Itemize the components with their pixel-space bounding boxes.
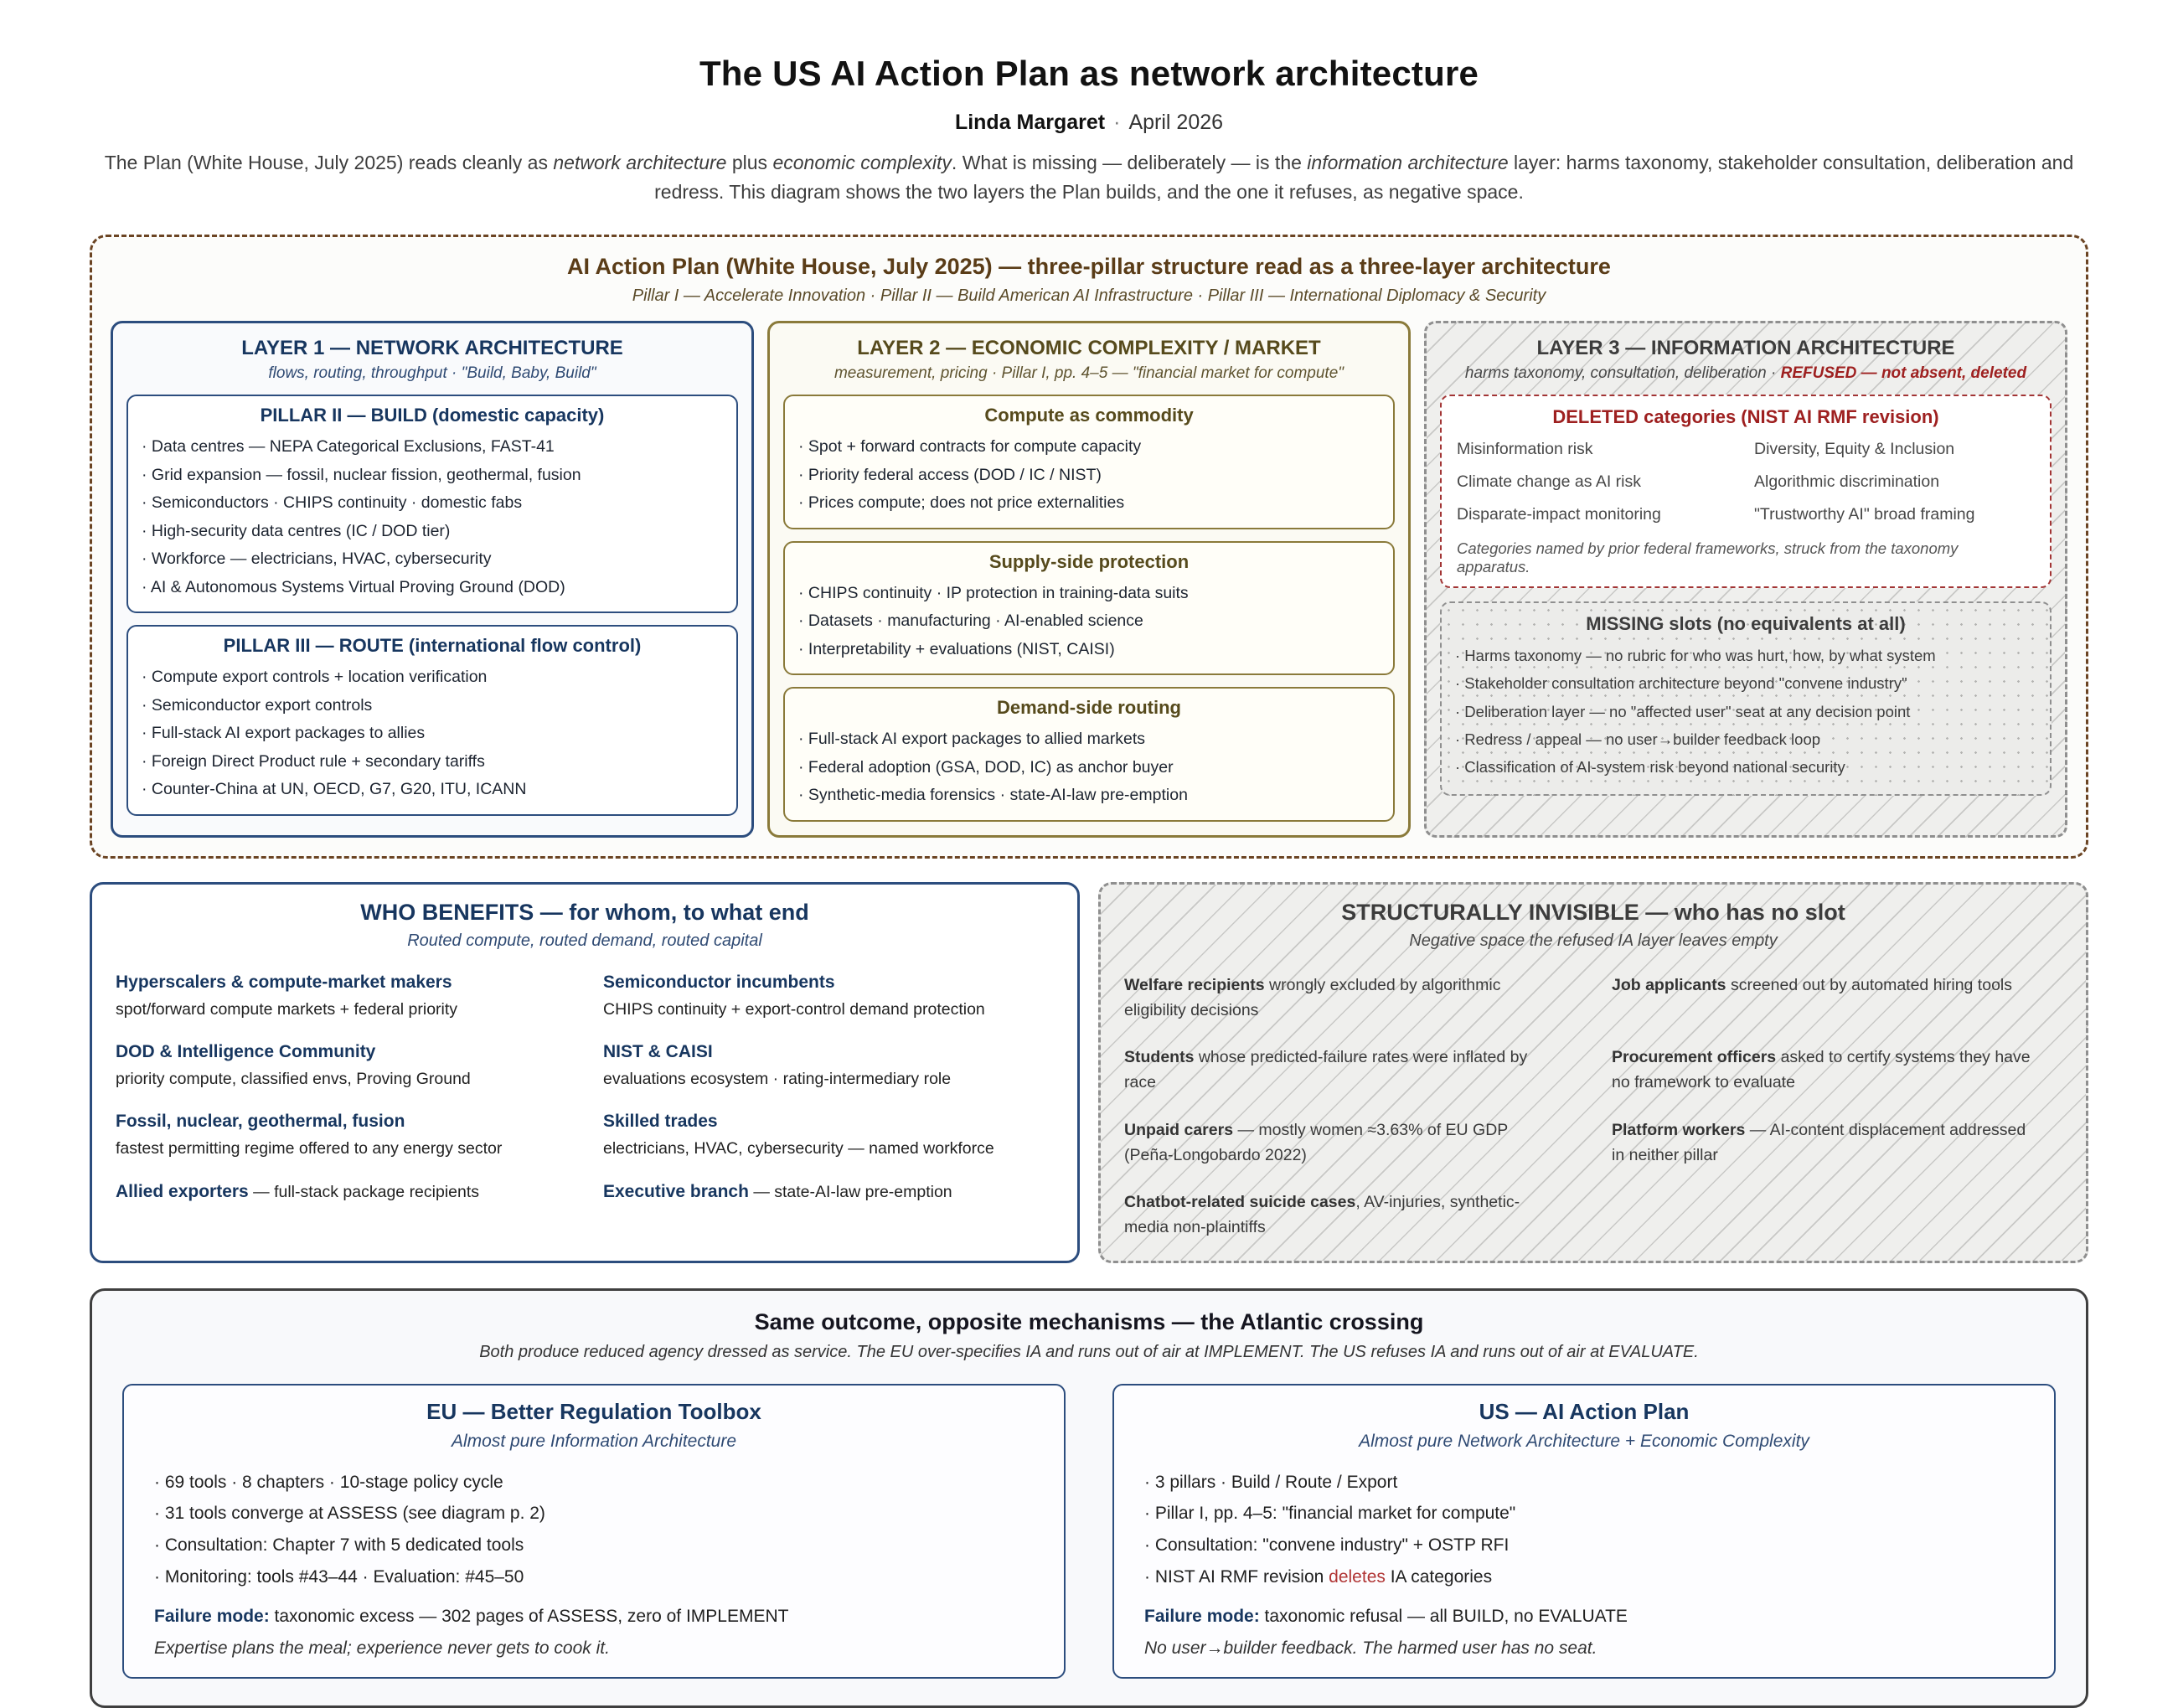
benefit-entry: DOD & Intelligence Community priority compute, classified envs, Proving Ground	[116, 1042, 471, 1089]
pillar2-build-box	[126, 395, 738, 613]
list-item: · Datasets · manufacturing · AI-enabled science	[798, 611, 1143, 631]
ai-action-plan-panel	[90, 235, 2088, 859]
intro-paragraph: The Plan (White House, July 2025) reads cleanly as network architecture plus economic complexity. What is missing — deliberately — is the information architecture layer: harms taxonomy, stakeholder consultation, deliberation and redress. This diagram shows the two layers the Plan builds, and the one it refuses, as negative space.	[104, 152, 2074, 203]
layer2-title: LAYER 2 — ECONOMIC COMPLEXITY / MARKET	[857, 337, 1321, 359]
benefit-entry: Allied exporters — full-stack package recipients	[116, 1181, 480, 1201]
invisible-entry: Students whose predicted-failure rates were inflated by race	[1124, 1048, 1528, 1092]
list-item: · Data centres — NEPA Categorical Exclusions, FAST-41	[142, 437, 555, 456]
layers-row	[111, 321, 2067, 838]
list-item: · Harms taxonomy — no rubric for who was hurt, how, by what system	[1455, 647, 1936, 664]
layer3-title: LAYER 3 — INFORMATION ARCHITECTURE	[1536, 337, 1955, 359]
list-item: · Semiconductors · CHIPS continuity · domestic fabs	[142, 493, 523, 513]
structurally-invisible-entries	[1124, 973, 2062, 1241]
list-item: · Spot + forward contracts for compute capacity	[798, 437, 1142, 456]
list-item: · Foreign Direct Product rule + secondary tariffs	[142, 751, 485, 771]
compute-as-commodity-box	[783, 395, 1395, 529]
list-item: · Semiconductor export controls	[142, 695, 373, 715]
structurally-invisible-subtitle: Negative space the refused IA layer leaves empty	[1409, 931, 1778, 950]
list-item: · Full-stack AI export packages to allies	[142, 724, 426, 743]
atlantic-crossing-panel	[90, 1288, 2088, 1708]
us-box-title: US — AI Action Plan	[1479, 1398, 1690, 1424]
atlantic-boxes-row	[122, 1384, 2056, 1679]
list-item: · Full-stack AI export packages to allied markets	[798, 730, 1146, 749]
list-item: · 3 pillars · Build / Route / Export	[1144, 1472, 1398, 1492]
list-item: · Classification of AI-system risk beyond national security	[1455, 758, 1845, 777]
byline-separator: ·	[1113, 111, 1121, 134]
us-box-items	[1144, 1467, 2024, 1593]
missing-slots-box	[1440, 601, 2052, 796]
invisible-entry: Platform workers — AI-content displacement addressed in neither pillar	[1612, 1120, 2026, 1164]
plan-panel-title: AI Action Plan (White House, July 2025) — three-pillar structure read as a three-layer architecture	[567, 254, 1611, 279]
list-item: · Federal adoption (GSA, DOD, IC) as anchor buyer	[798, 757, 1174, 777]
atlantic-subtitle: Both produce reduced agency dressed as service. The EU over-specifies IA and runs out of air at IMPLEMENT. The US refuses IA and runs out of air at EVALUATE.	[479, 1342, 1699, 1361]
deleted-categories-box	[1440, 395, 2052, 588]
us-box-subtitle: Almost pure Network Architecture + Economic Complexity	[1359, 1431, 1809, 1451]
layer1-title: LAYER 1 — NETWORK ARCHITECTURE	[241, 337, 623, 359]
deleted-categories-footnote: Categories named by prior federal frameworks, struck from the taxonomy apparatus.	[1457, 539, 1959, 575]
list-item: · CHIPS continuity · IP protection in training-data suits	[798, 583, 1189, 602]
list-item: · Consultation: "convene industry" + OSTP RFI	[1144, 1535, 1510, 1556]
list-item: · Interpretability + evaluations (NIST, CAISI)	[798, 639, 1115, 658]
deleted-category: Misinformation risk	[1457, 440, 1593, 458]
list-item: · 31 tools converge at ASSESS (see diagram p. 2)	[154, 1504, 545, 1524]
deleted-category: Disparate-impact monitoring	[1457, 505, 1661, 524]
who-benefits-subtitle: Routed compute, routed demand, routed capital	[407, 931, 762, 950]
atlantic-title: Same outcome, opposite mechanisms — the Atlantic crossing	[754, 1308, 1424, 1334]
us-failure-mode: Failure mode: taxonomic refusal — all BUILD, no EVALUATE	[1144, 1606, 1628, 1626]
pillar3-title: PILLAR III — ROUTE (international flow control)	[223, 635, 642, 657]
list-item: · 69 tools · 8 chapters · 10-stage policy cycle	[154, 1472, 503, 1492]
list-item: · Pillar I, pp. 4–5: "financial market for compute"	[1144, 1504, 1516, 1524]
list-item: · Consultation: Chapter 7 with 5 dedicated tools	[154, 1535, 524, 1556]
intro-italic-information-architecture: information architecture	[1307, 152, 1509, 173]
invisible-entry: Job applicants screened out by automated hiring tools	[1612, 975, 2012, 994]
list-item: · Counter-China at UN, OECD, G7, G20, ITU, ICANN	[142, 780, 527, 799]
layer2-economic-complexity	[767, 321, 1411, 838]
eu-failure-mode: Failure mode: taxonomic excess — 302 pages of ASSESS, zero of IMPLEMENT	[154, 1606, 789, 1626]
invisible-entry: Chatbot-related suicide cases, AV-injuries, synthetic-media non-plaintiffs	[1124, 1193, 1520, 1237]
structurally-invisible-title: STRUCTURALLY INVISIBLE — who has no slot	[1341, 899, 1845, 925]
layer1-subtitle: flows, routing, throughput · "Build, Baby, Build"	[268, 364, 596, 382]
pillar3-items	[142, 663, 723, 804]
list-item: · High-security data centres (IC / DOD tier)	[142, 521, 451, 540]
intro-italic-network-architecture: network architecture	[553, 152, 727, 173]
list-item: · Redress / appeal — no user→builder feedback loop	[1455, 730, 1821, 748]
eu-box-items	[154, 1467, 1034, 1593]
missing-slots-items	[1455, 642, 2036, 781]
list-item: · NIST AI RMF revision deletes IA categories	[1144, 1566, 1493, 1587]
who-benefits-panel	[90, 882, 1080, 1263]
benefit-entry: Fossil, nuclear, geothermal, fusion fastest permitting regime offered to any energy sector	[116, 1112, 503, 1158]
deleted-category: Climate change as AI risk	[1457, 472, 1642, 491]
list-item: · Prices compute; does not price externalities	[798, 493, 1125, 513]
list-item: · Stakeholder consultation architecture beyond "convene industry"	[1455, 674, 1907, 693]
intro-italic-economic-complexity: economic complexity	[772, 152, 952, 173]
us-quote: No user→builder feedback. The harmed user has no seat.	[1144, 1638, 1597, 1658]
deleted-category: Diversity, Equity & Inclusion	[1754, 440, 1955, 458]
demand-side-routing-items	[798, 725, 1380, 810]
eu-box-title: EU — Better Regulation Toolbox	[426, 1398, 761, 1424]
supply-side-protection-title: Supply-side protection	[988, 550, 1190, 572]
benefit-entry: NIST & CAISI evaluations ecosystem · rating-intermediary role	[603, 1042, 952, 1089]
intro-text: The Plan (White House, July 2025) reads cleanly as	[104, 152, 554, 173]
invisible-entry: Welfare recipients wrongly excluded by algorithmic eligibility decisions	[1124, 975, 1501, 1019]
eu-box-subtitle: Almost pure Information Architecture	[451, 1431, 737, 1451]
list-item: · Deliberation layer — no "affected user" seat at any decision point	[1455, 702, 1911, 720]
byline-date: April 2026	[1128, 111, 1224, 134]
list-item: · Priority federal access (DOD / IC / NIST)	[798, 465, 1102, 484]
eu-better-regulation-box	[122, 1384, 1066, 1679]
who-benefits-entries	[116, 973, 1054, 1202]
eu-quote: Expertise plans the meal; experience never gets to cook it.	[154, 1638, 610, 1658]
deleted-categories-title: DELETED categories (NIST AI RMF revision)	[1552, 406, 1939, 427]
us-ai-action-plan-box	[1112, 1384, 2056, 1679]
byline	[0, 111, 2178, 135]
deleted-categories-grid	[1457, 440, 2035, 524]
compute-as-commodity-title: Compute as commodity	[984, 405, 1194, 426]
demand-side-routing-box	[783, 687, 1395, 822]
supply-side-protection-items	[798, 580, 1380, 664]
benefit-entry: Skilled trades electricians, HVAC, cybersecurity — named workforce	[603, 1112, 994, 1158]
list-item: · Compute export controls + location verification	[142, 668, 488, 687]
list-item: · AI & Autonomous Systems Virtual Proving Ground (DOD)	[142, 577, 565, 596]
benefit-entry: Semiconductor incumbents CHIPS continuity + export-control demand protection	[603, 972, 985, 1019]
author-name: Linda Margaret	[954, 111, 1106, 134]
pillar2-title: PILLAR II — BUILD (domestic capacity)	[260, 405, 605, 426]
layer3-subtitle-plain: harms taxonomy, consultation, deliberation ·	[1464, 364, 1781, 382]
layer3-refused-label: REFUSED — not absent, deleted	[1780, 364, 2027, 382]
layer3-subtitle	[1440, 364, 2052, 383]
layer2-subtitle: measurement, pricing · Pillar I, pp. 4–5 — "financial market for compute"	[834, 364, 1344, 382]
supply-side-protection-box	[783, 541, 1395, 676]
benefit-entry: Executive branch — state-AI-law pre-emption	[603, 1181, 952, 1201]
list-item: · Grid expansion — fossil, nuclear fission, geothermal, fusion	[142, 465, 581, 484]
plan-panel-subtitle: Pillar I — Accelerate Innovation · Pillar II — Build American AI Infrastructure · Pillar III — International Diplomacy & Security	[632, 286, 1546, 305]
demand-side-routing-title: Demand-side routing	[996, 697, 1181, 719]
missing-slots-title: MISSING slots (no equivalents at all)	[1586, 613, 1906, 634]
pillar3-route-box	[126, 625, 738, 816]
deletes-highlight: deletes	[1329, 1566, 1386, 1587]
deleted-category: "Trustworthy AI" broad framing	[1754, 505, 1975, 524]
invisible-entry: Unpaid carers — mostly women ≈3.63% of EU GDP (Peña-Longobardo 2022)	[1124, 1120, 1508, 1164]
list-item: · Synthetic-media forensics · state-AI-law pre-emption	[798, 786, 1188, 805]
layer3-information-architecture	[1424, 321, 2067, 838]
structurally-invisible-panel	[1098, 882, 2088, 1263]
page-title: The US AI Action Plan as network architecture	[699, 54, 1479, 93]
layer1-network-architecture	[111, 321, 754, 838]
list-item: · Monitoring: tools #43–44 · Evaluation: #45–50	[154, 1566, 524, 1587]
deleted-category: Algorithmic discrimination	[1754, 472, 1940, 491]
pillar2-items	[142, 433, 723, 601]
benefit-entry: Hyperscalers & compute-market makers spot/forward compute markets + federal priority	[116, 972, 458, 1019]
invisible-entry: Procurement officers asked to certify systems they have no framework to evaluate	[1612, 1048, 2031, 1092]
compute-as-commodity-items	[798, 433, 1380, 518]
second-row	[90, 882, 2088, 1263]
list-item: · Workforce — electricians, HVAC, cybersecurity	[142, 550, 492, 569]
who-benefits-title: WHO BENEFITS — for whom, to what end	[360, 899, 809, 925]
